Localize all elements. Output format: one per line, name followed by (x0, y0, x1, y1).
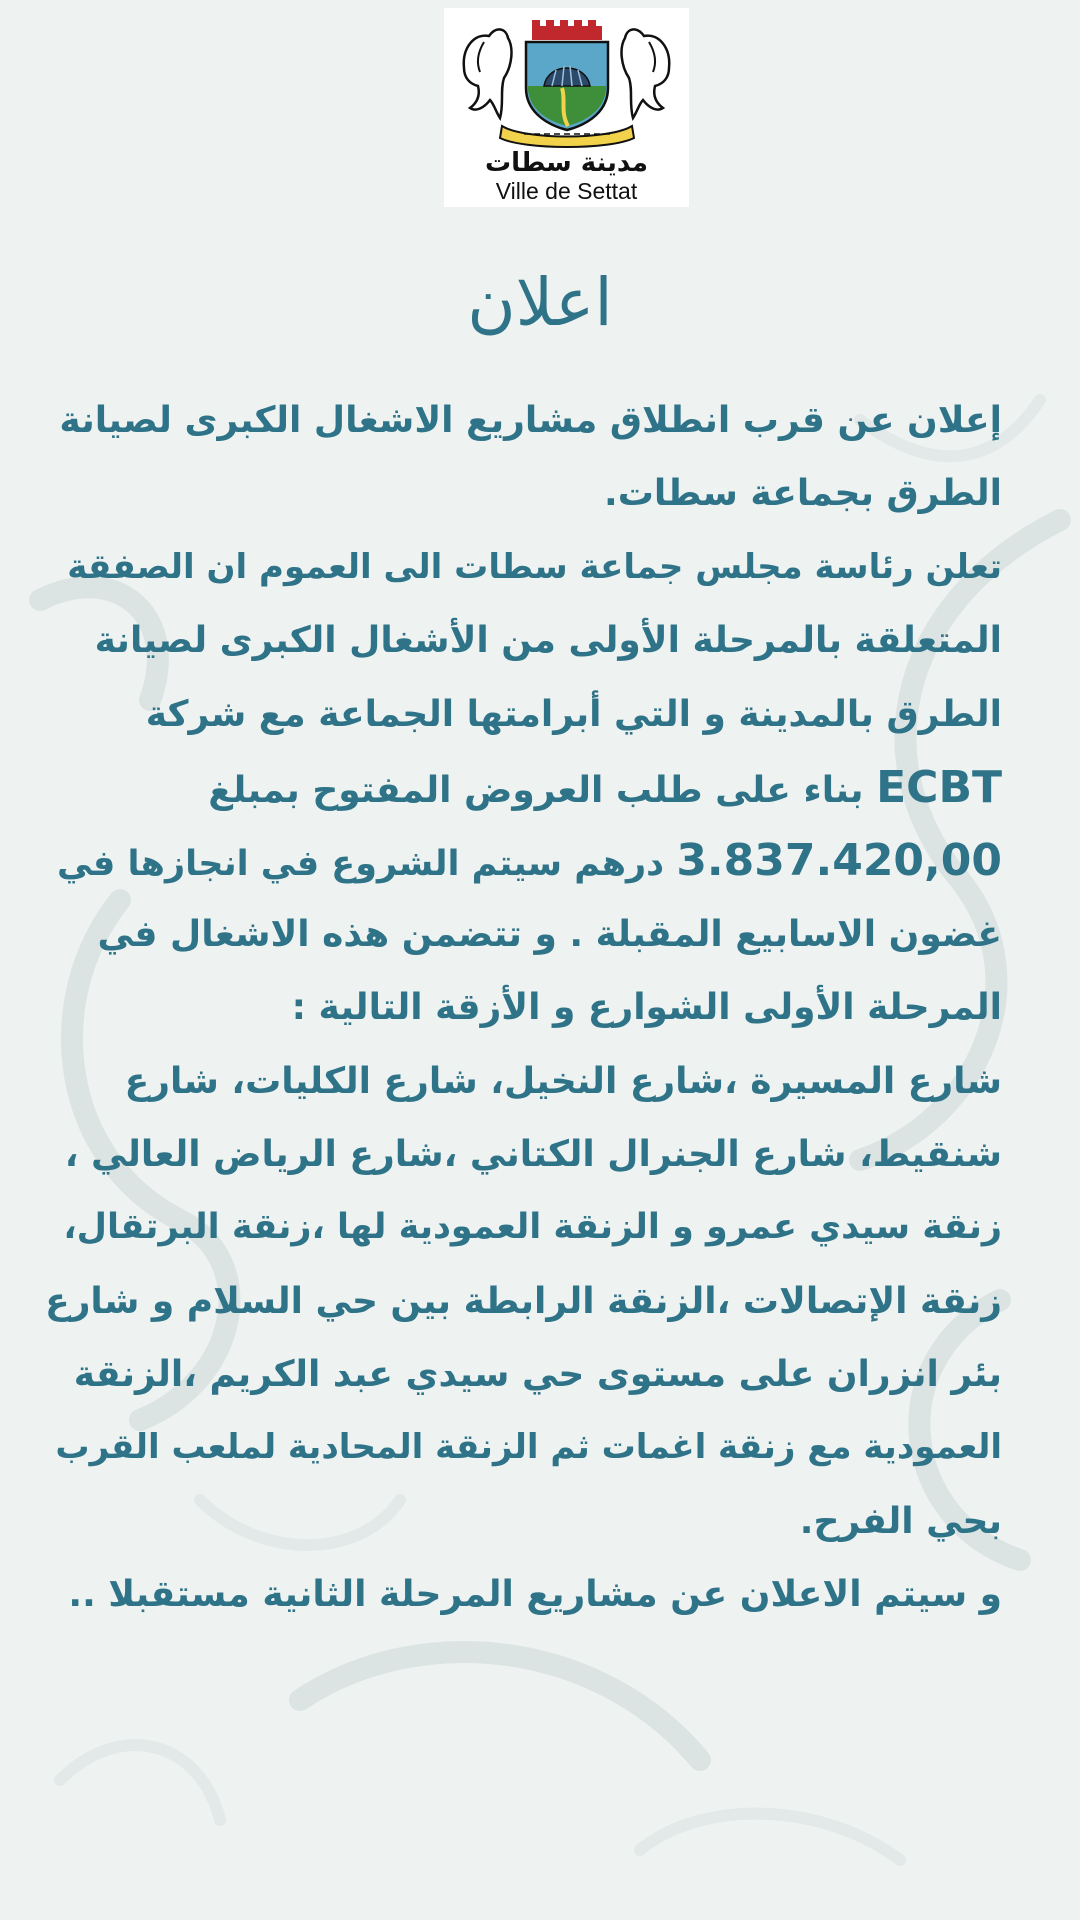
announcement-line: المتعلقة بالمرحلة الأولى من الأشغال الكبرى لصيانة (94, 620, 1002, 662)
amount-line (42, 824, 1002, 897)
announcement-line: العمودية مع زنقة اغمات ثم الزنقة المحادية لملعب القرب (55, 1427, 1002, 1468)
announcement-line: غضون الاسابيع المقبلة . و تتضمن هذه الاشغال في (97, 913, 1002, 955)
city-coat-of-arms-icon (444, 8, 689, 158)
announcement-line: و سيتم الاعلان عن مشاريع المرحلة الثانية مستقبلا .. (68, 1574, 1002, 1616)
company-name: ECBT (876, 761, 1002, 813)
announcement-line: تعلن رئاسة مجلس جماعة سطات الى العموم ان الصفقة (67, 546, 1002, 587)
announcement-line: الطرق بجماعة سطات. (604, 473, 1002, 515)
announcement-line: زنقة سيدي عمرو و الزنقة العمودية لها ،زنقة البرتقال، (63, 1207, 1002, 1248)
logo-french-text: Ville de Settat (495, 178, 638, 204)
announcement-line: شارع المسيرة ،شارع النخيل، شارع الكليات، شارع (124, 1060, 1002, 1102)
company-line-text: بناء على طلب العروض المفتوح بمبلغ (208, 769, 864, 811)
logo-arabic-text: مدينة سطات (484, 148, 649, 178)
city-logo (444, 8, 689, 207)
announcement-line: بئر انزران على مستوى حي سيدي عبد الكريم ،الزنقة (73, 1354, 1002, 1396)
company-line (42, 751, 1002, 824)
announcement-line: زنقة الإتصالات ،الزنقة الرابطة بين حي السلام و شارع (45, 1280, 1002, 1322)
contract-amount: 3.837.420,00 (676, 835, 1002, 887)
announcement-body (42, 384, 1002, 1632)
announcement-line: المرحلة الأولى الشوارع و الأزقة التالية : (291, 987, 1002, 1029)
announcement-line: الطرق بالمدينة و التي أبرامتها الجماعة مع شركة (145, 693, 1002, 735)
announcement-line: إعلان عن قرب انطلاق مشاريع الاشغال الكبرى لصيانة (59, 400, 1002, 441)
announcement-line: بحي الفرح. (799, 1500, 1002, 1542)
amount-line-text: درهم سيتم الشروع في انجازها في (57, 844, 665, 885)
announcement-line: شنقيط، شارع الجنرال الكتاني ،شارع الرياض العالي ، (64, 1133, 1002, 1175)
announcement-title: اعلان (467, 264, 613, 341)
